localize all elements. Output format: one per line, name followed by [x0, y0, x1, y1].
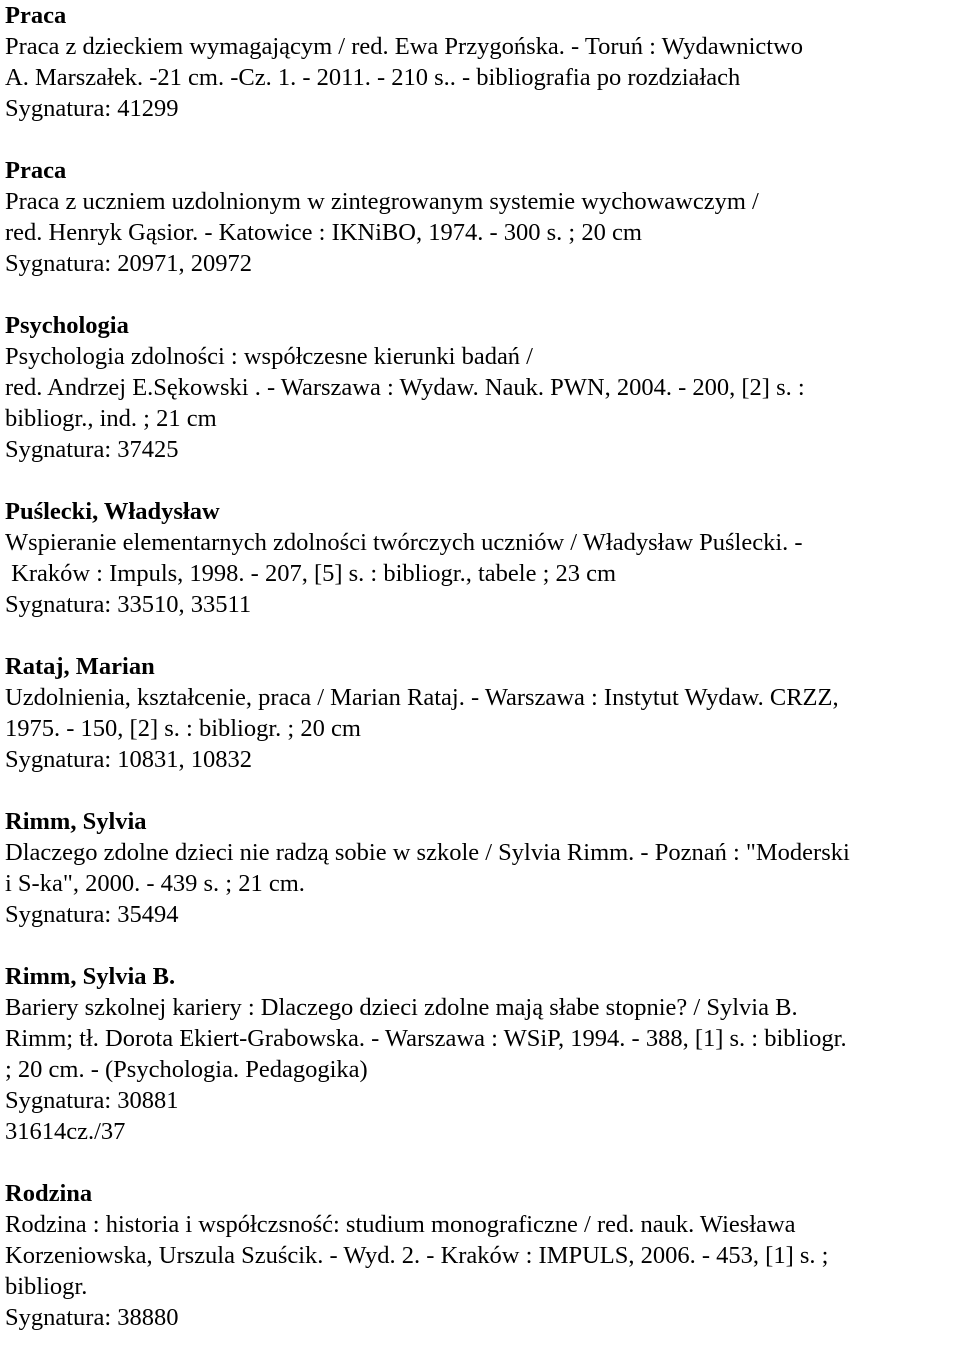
entry-line: Kraków : Impuls, 1998. - 207, [5] s. : bibliogr., tabele ; 23 cm	[5, 560, 617, 587]
entry-heading: Rodzina	[5, 1180, 93, 1207]
entry-line: bibliogr., ind. ; 21 cm	[5, 405, 217, 432]
entry-heading: Rimm, Sylvia	[5, 808, 147, 835]
entry-line: Wspieranie elementarnych zdolności twórczych uczniów / Władysław Puślecki. -	[5, 529, 803, 556]
entry-signature: Sygnatura: 37425	[5, 436, 179, 463]
entry-line: Praca z dzieckiem wymagającym / red. Ewa Przygońska. - Toruń : Wydawnictwo	[5, 33, 804, 60]
entry-signature: Sygnatura: 38880	[5, 1304, 179, 1331]
entry-signature: Sygnatura: 20971, 20972	[5, 250, 253, 277]
entry-signature: Sygnatura: 35494	[5, 901, 179, 928]
catalog-entry	[5, 155, 960, 279]
catalog-entry	[5, 1178, 960, 1333]
entry-signature: Sygnatura: 10831, 10832	[5, 746, 253, 773]
catalog-entry	[5, 651, 960, 775]
entry-line: Bariery szkolnej kariery : Dlaczego dzieci zdolne mają słabe stopnie? / Sylvia B.	[5, 994, 798, 1021]
entry-signature-extra: 31614cz./37	[5, 1118, 126, 1145]
entry-line: bibliogr.	[5, 1273, 88, 1300]
entry-line: ; 20 cm. - (Psychologia. Pedagogika)	[5, 1056, 368, 1083]
entry-line: i S-ka", 2000. - 439 s. ; 21 cm.	[5, 870, 305, 897]
entry-signature: Sygnatura: 33510, 33511	[5, 591, 252, 618]
entry-line: Rimm; tł. Dorota Ekiert-Grabowska. - Warszawa : WSiP, 1994. - 388, [1] s. : bibliogr.	[5, 1025, 847, 1052]
catalog-entry	[5, 961, 960, 1147]
catalog-entry	[5, 0, 960, 124]
entry-line: Dlaczego zdolne dzieci nie radzą sobie w szkole / Sylvia Rimm. - Poznań : "Moderski	[5, 839, 850, 866]
catalog-entry	[5, 806, 960, 930]
catalog-entry	[5, 310, 960, 465]
entry-heading: Puślecki, Władysław	[5, 498, 220, 525]
entry-heading: Praca	[5, 2, 67, 29]
entry-heading: Praca	[5, 157, 67, 184]
entry-line: Praca z uczniem uzdolnionym w zintegrowanym systemie wychowawczym /	[5, 188, 759, 215]
entry-signature: Sygnatura: 41299	[5, 95, 179, 122]
entry-line: Uzdolnienia, kształcenie, praca / Marian Rataj. - Warszawa : Instytut Wydaw. CRZZ,	[5, 684, 839, 711]
entry-signature: Sygnatura: 30881	[5, 1087, 179, 1114]
entry-line: Korzeniowska, Urszula Szuścik. - Wyd. 2. - Kraków : IMPULS, 2006. - 453, [1] s. ;	[5, 1242, 829, 1269]
entry-line: 1975. - 150, [2] s. : bibliogr. ; 20 cm	[5, 715, 361, 742]
entry-heading: Rimm, Sylvia B.	[5, 963, 176, 990]
entry-heading: Psychologia	[5, 312, 129, 339]
catalog-entry	[5, 496, 960, 620]
entry-line: Psychologia zdolności : współczesne kierunki badań /	[5, 343, 533, 370]
entry-line: Rodzina : historia i współczsność: studium monograficzne / red. nauk. Wiesława	[5, 1211, 796, 1238]
entry-line: red. Henryk Gąsior. - Katowice : IKNiBO, 1974. - 300 s. ; 20 cm	[5, 219, 642, 246]
entry-line: red. Andrzej E.Sękowski . - Warszawa : Wydaw. Nauk. PWN, 2004. - 200, [2] s. :	[5, 374, 805, 401]
entry-line: A. Marszałek. -21 cm. -Cz. 1. - 2011. - 210 s.. - bibliografia po rozdziałach	[5, 64, 741, 91]
entry-heading: Rataj, Marian	[5, 653, 155, 680]
